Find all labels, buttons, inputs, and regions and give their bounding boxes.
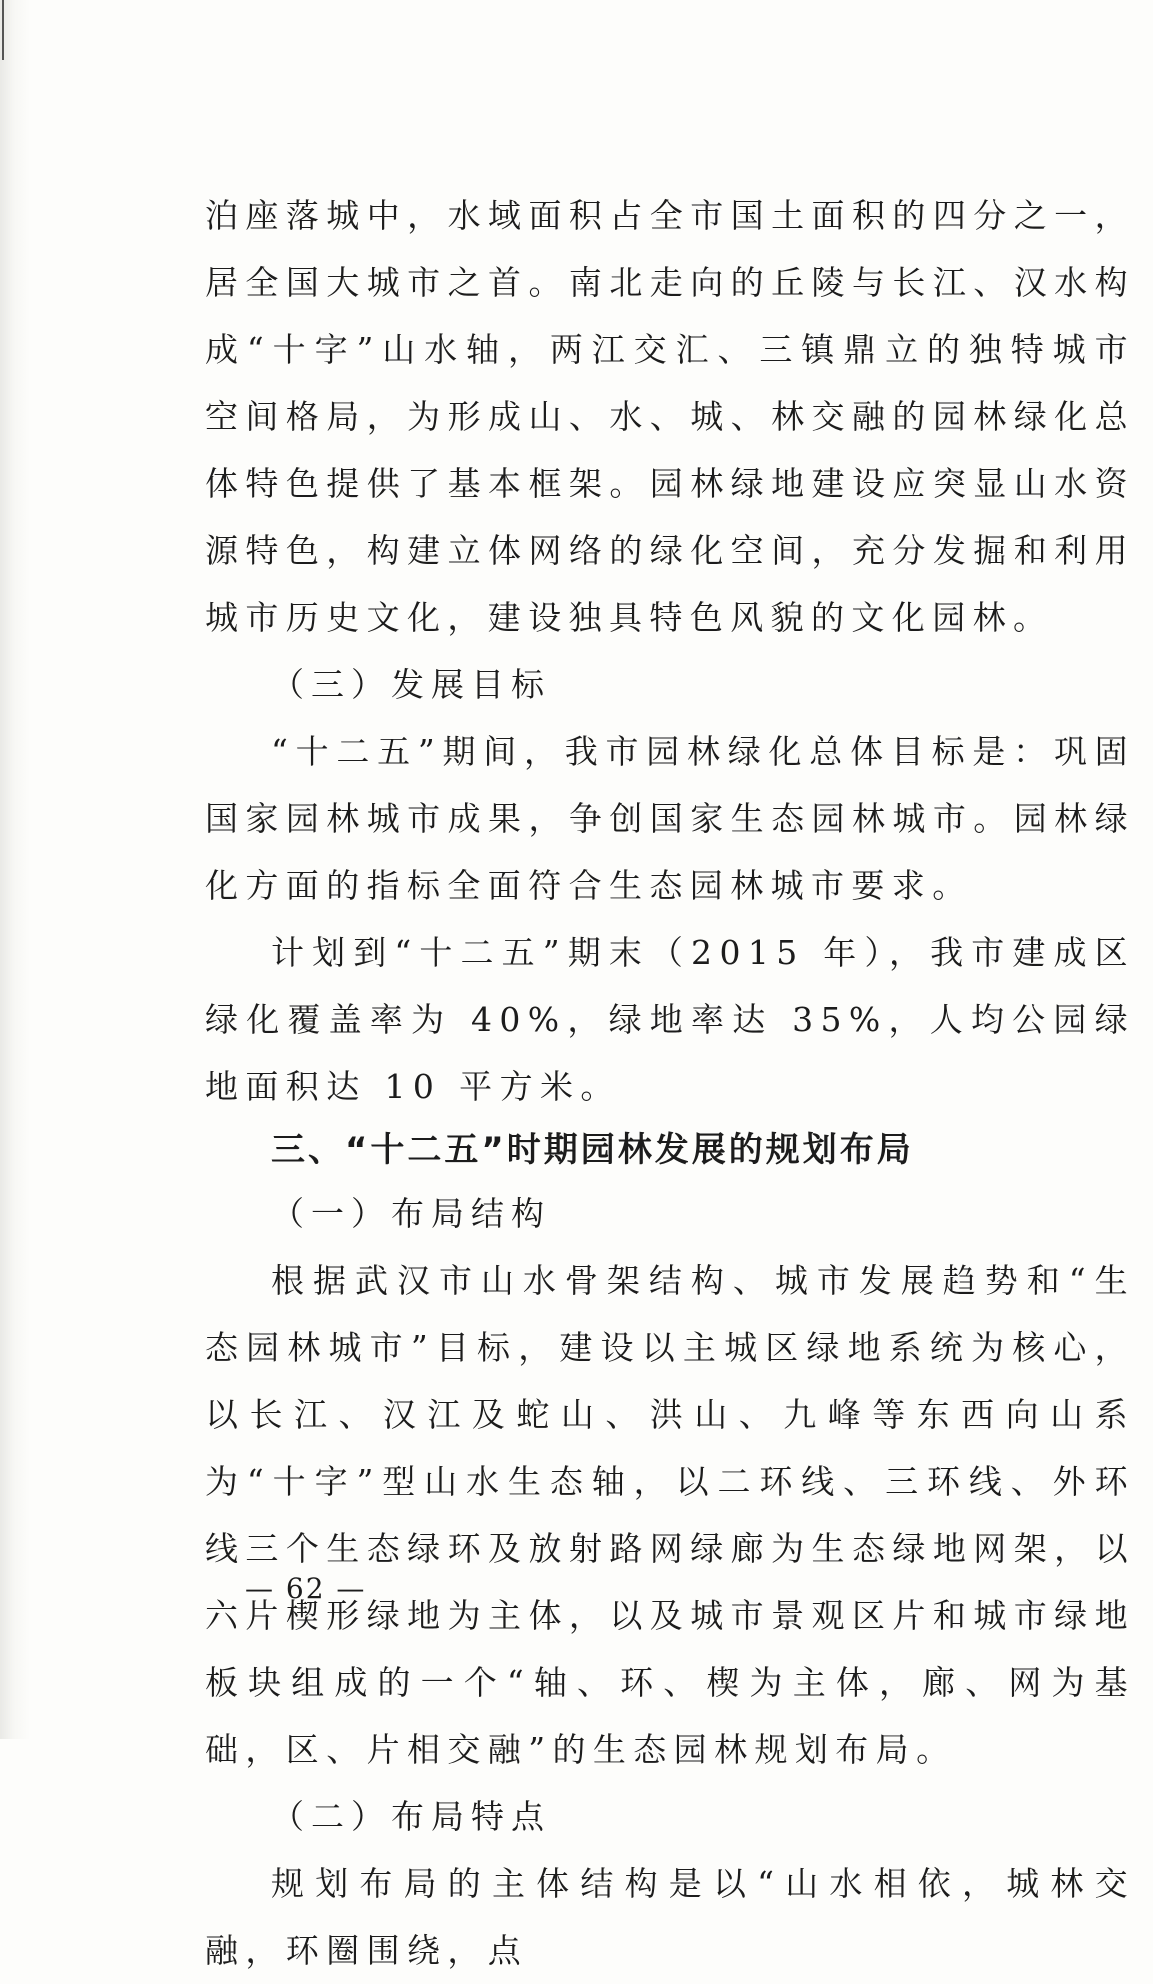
paragraph-landscape-features: 泊座落城中，水域面积占全市国土面积的四分之一，居全国大城市之首。南北走向的丘陵与长江、汉水构成“十字”山水轴，两江交汇、三镇鼎立的独特城市空间格局，为形成山、水、城、林交融的园林绿化总体特色提供了基本框架。园林绿地建设应突显山水资源特色，构建立体网络的绿化空间，充分发掘和利用城市历史文化，建设独具特色风貌的文化园林。 — [205, 196, 1135, 637]
section-title-planning-layout: 三、“十二五”时期园林发展的规划布局 — [271, 1130, 914, 1170]
binding-edge — [2, 0, 4, 60]
subheading-development-goal: （三）发展目标 — [271, 665, 551, 704]
subheading-layout-features: （二）布局特点 — [271, 1797, 551, 1836]
paragraph-overall-goal: “十二五”期间，我市园林绿化总体目标是：巩固国家园林城市成果，争创国家生态园林城市。园林绿化方面的指标全面符合生态园林城市要求。 — [205, 732, 1135, 905]
paragraph-targets: 计划到“十二五”期末（2015 年），我市建成区绿化覆盖率为 40%，绿地率达 35%，人均公园绿地面积达 10 平方米。 — [205, 933, 1135, 1106]
body-text — [205, 182, 1135, 1984]
subheading-layout-structure: （一）布局结构 — [271, 1194, 551, 1233]
paragraph-layout-features: 规划布局的主体结构是以“山水相依，城林交融，环圈围绕，点 — [205, 1864, 1135, 1970]
paragraph-layout-structure: 根据武汉市山水骨架结构、城市发展趋势和“生态园林城市”目标，建设以主城区绿地系统为核心，以长江、汉江及蛇山、洪山、九峰等东西向山系为“十字”型山水生态轴，以二环线、三环线、外环线三个生态绿环及放射路网绿廊为生态绿地网架，以六片楔形绿地为主体，以及城市景观区片和城市绿地板块组成的一个“轴、环、楔为主体，廊、网为基础，区、片相交融”的生态园林规划布局。 — [205, 1261, 1135, 1769]
page-number: — 62 — — [245, 1572, 367, 1605]
